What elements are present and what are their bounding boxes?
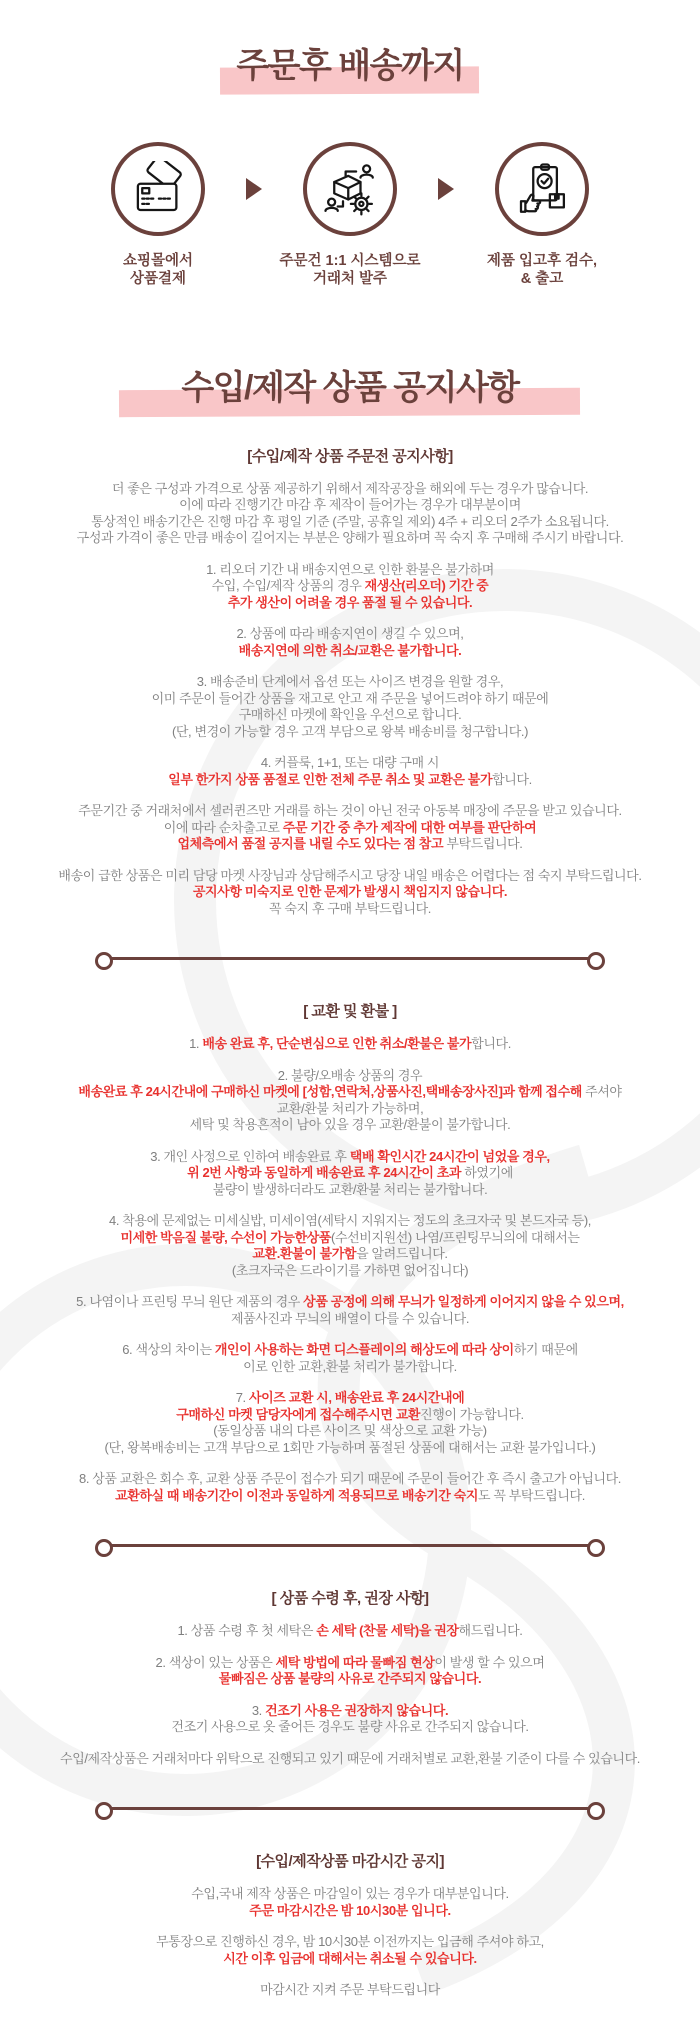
notice-line: 꼭 숙지 후 구매 부탁드립니다. (269, 900, 431, 916)
notice-line: 공지사항 미숙지로 인한 문제가 발생시 책임지지 않습니다. (192, 884, 508, 900)
step-label-line1: 쇼핑몰에서 (122, 253, 194, 270)
notice-line: 건조기 사용으로 옷 줄어든 경우도 불량 사유로 간주되지 않습니다. (171, 1719, 529, 1735)
notice-block (0, 626, 700, 659)
notice-block (0, 562, 700, 612)
notice-block (0, 1886, 700, 1919)
notice-section-pre-order-notice (0, 445, 700, 918)
notice-line: 배송이 급한 상품은 미리 담당 마켓 사장님과 상담해주시고 당장 내일 배송은 어렵다는 점 숙지 부탁드립니다. (58, 867, 642, 883)
section-divider (110, 1807, 590, 1810)
notice-line: 3. 개인 사정으로 인하여 배송완료 후 택배 확인시간 24시간이 넘었을 경우, (150, 1148, 550, 1164)
notice-line: 1. 배송 완료 후, 단순변심으로 인한 취소/환불은 불가합니다. (189, 1036, 511, 1052)
section-header: [ 상품 수령 후, 권장 사항] (271, 1590, 429, 1608)
step-circle (495, 142, 589, 236)
notice-title-highlight: 수입/제작 상품 공지사항 (171, 366, 528, 410)
notice-line: 교환하실 때 배송기간이 이전과 동일하게 적용되므로 배송기간 숙지도 꼭 부탁드립니다. (115, 1487, 585, 1503)
page-title (0, 44, 700, 88)
notice-line: (단, 변경이 가능할 경우 고객 부담으로 왕복 배송비를 청구합니다.) (171, 723, 529, 739)
credit-card-icon (130, 161, 186, 217)
notice-line: 마감시간 지켜 주문 부탁드립니다 (260, 1982, 440, 1998)
section-divider (110, 1544, 590, 1547)
section-header: [수입/제작상품 마감시간 공지] (256, 1853, 444, 1871)
notice-block (0, 1751, 700, 1768)
page-title-highlight: 주문후 배송까지 (226, 44, 473, 88)
notice-line: (동일상품 내의 다른 사이즈 및 색상으로 교환 가능) (213, 1423, 487, 1439)
notice-line: 이로 인한 교환,환불 처리가 불가합니다. (243, 1358, 457, 1374)
notice-line: 배송완료 후 24시간내에 구매하신 마켓에 [성함,연락처,상품사진,택배송장사진]과 함께 접수해 주셔야 (78, 1084, 622, 1100)
notice-line: 물빠짐은 상품 불량의 사유로 간주되지 않습니다. (218, 1671, 482, 1687)
step-label-line1: 제품 입고후 검수, (486, 253, 598, 270)
notice-line: 더 좋은 구성과 가격으로 상품 제공하기 위해서 제작공장을 해외에 두는 경우가 많습니다. (111, 480, 589, 496)
notice-line: 일부 한가지 상품 품절로 인한 전체 주문 취소 및 교환은 불가합니다. (168, 771, 532, 787)
notice-line: 배송지연에 의한 취소/교환은 불가합니다. (238, 642, 462, 658)
notice-line: 이에 따라 진행기간 마감 후 제작이 들어가는 경우가 대부분이며 (179, 497, 521, 513)
notice-line: 2. 불량/오배송 상품의 경우 (277, 1067, 423, 1083)
notice-block (0, 1623, 700, 1640)
notice-block (0, 1655, 700, 1688)
step-label (279, 252, 420, 288)
notice-title (0, 366, 700, 410)
notice-line: 교환/환불 처리가 가능하며, (276, 1100, 424, 1116)
notice-line: 6. 색상의 차이는 개인이 사용하는 화면 디스플레이의 해상도에 따라 상이하기 때문에 (122, 1342, 578, 1358)
notice-block (0, 1703, 700, 1736)
notice-line: 미세한 박음질 불량, 수선이 가능한상품(수선비지원선) 나염/프린팅무늬의에 대해서는 (120, 1229, 580, 1245)
notice-block (0, 1213, 700, 1279)
notice-line: 구매하신 마켓 담당자에게 접수해주시면 교환진행이 가능합니다. (176, 1406, 524, 1422)
notice-line: 교환.환불이 불가함을 알려드립니다. (252, 1246, 448, 1262)
section-header: [ 교환 및 환불 ] (303, 1003, 397, 1021)
step-label-line1: 주문건 1:1 시스템으로 (279, 253, 421, 270)
notice-line: 3. 배송준비 단계에서 옵션 또는 사이즈 변경을 원할 경우, (196, 674, 504, 690)
notice-line: 2. 색상이 있는 상품은 세탁 방법에 따라 물빠짐 현상이 발생 할 수 있으며 (155, 1654, 545, 1670)
section-header: [수입/제작 상품 주문전 공지사항] (247, 447, 453, 465)
notice-section-exchange-refund (0, 1000, 700, 1504)
notice-block (0, 868, 700, 918)
section-divider (110, 957, 590, 960)
notice-block (0, 1294, 700, 1327)
notice-line: 3. 건조기 사용은 권장하지 않습니다. (251, 1702, 449, 1718)
notice-section-after-receipt-recommendation (0, 1587, 700, 1767)
notice-line: 수입/제작상품은 거래처마다 위탁으로 진행되고 있기 때문에 거래처별로 교환,환불 기준이 다를 수 있습니다. (60, 1750, 640, 1766)
notice-block (0, 1982, 700, 1999)
notice-sections (0, 445, 700, 1999)
notice-line: 추가 생산이 어려울 경우 품절 될 수 있습니다. (227, 594, 473, 610)
notice-line: 수입, 수입/제작 상품의 경우 재생산(리오더) 기간 중 (211, 578, 489, 594)
notice-line: 위 2번 사항과 동일하게 배송완료 후 24시간이 초과 하였기에 (187, 1165, 513, 1181)
notice-block (0, 1068, 700, 1134)
notice-line: 주문기간 중 거래처에서 셀러퀸즈만 거래를 하는 것이 아닌 전국 아동복 매장에 주문을 받고 있습니다. (78, 803, 622, 819)
notice-line: (초크자국은 드라이기를 가하면 없어집니다) (231, 1262, 469, 1278)
order-system-icon (322, 161, 378, 217)
notice-line: 제품사진과 무늬의 배열이 다를 수 있습니다. (230, 1310, 470, 1326)
notice-line: 5. 나염이나 프린팅 무늬 원단 제품의 경우 상품 공정에 의해 무늬가 일정하게 이어지지 않을 수 있으며, (76, 1294, 624, 1310)
step-inspection-shipping (456, 142, 628, 288)
notice-line: 수입,국내 제작 상품은 마감일이 있는 경우가 대부분입니다. (191, 1886, 509, 1902)
notice-block (0, 1149, 700, 1199)
notice-line: 무통장으로 진행하신 경우, 밤 10시30분 이전까지는 입금해 주셔야 하고, (156, 1934, 544, 1950)
notice-block (0, 481, 700, 547)
arrow-right-icon (246, 178, 262, 200)
notice-line: 이미 주문이 들어간 상품을 재고로 안고 재 주문을 넣어드려야 하기 때문에 (151, 690, 549, 706)
notice-line: 2. 상품에 따라 배송지연이 생길 수 있으며, (236, 626, 464, 642)
step-label (123, 252, 193, 288)
step-vendor-order (264, 142, 436, 288)
notice-line: 시간 이후 입금에 대해서는 취소될 수 있습니다. (223, 1950, 477, 1966)
notice-line: 업체측에서 품절 공지를 내릴 수도 있다는 점 참고 부탁드립니다. (177, 836, 523, 852)
notice-block (0, 1036, 700, 1053)
notice-block (0, 755, 700, 788)
notice-block (0, 1342, 700, 1375)
notice-line: 주문 마감시간은 밤 10시30분 입니다. (249, 1902, 451, 1918)
notice-block (0, 1390, 700, 1456)
notice-line: (단, 왕복배송비는 고객 부담으로 1회만 가능하며 품절된 상품에 대해서는 교환 불가입니다.) (104, 1439, 596, 1455)
notice-line: 8. 상품 교환은 회수 후, 교환 상품 주문이 접수가 되기 때문에 주문이 들어간 후 즉시 출고가 아닙니다. (78, 1471, 622, 1487)
notice-block (0, 1934, 700, 1967)
notice-line: 구매하신 마켓에 확인을 우선으로 합니다. (238, 707, 462, 723)
notice-line: 세탁 및 착용흔적이 남아 있을 경우 교환/환불이 불가합니다. (189, 1117, 511, 1133)
step-circle (303, 142, 397, 236)
step-label-line2: & 출고 (520, 271, 564, 288)
notice-block (0, 803, 700, 853)
step-label (487, 252, 597, 288)
notice-block (0, 1471, 700, 1504)
notice-line: 1. 상품 수령 후 첫 세탁은 손 세탁 (찬물 세탁)을 권장해드립니다. (177, 1623, 523, 1639)
notice-line: 구성과 가격이 좋은 만큼 배송이 길어지는 부분은 양해가 필요하며 꼭 숙지 후 구매해 주시기 바랍니다. (76, 530, 624, 546)
notice-block (0, 674, 700, 740)
notice-line: 불량이 발생하더라도 교환/환불 처리는 불가합니다. (212, 1181, 488, 1197)
notice-line: 이에 따라 순차출고로 주문 기간 중 추가 제작에 대한 여부를 판단하여 (163, 819, 537, 835)
notice-section-deadline-notice (0, 1850, 700, 1999)
notice-line: 1. 리오더 기간 내 배송지연으로 인한 환불은 불가하며 (206, 561, 494, 577)
inspection-shipping-icon (514, 161, 570, 217)
step-payment (72, 142, 244, 288)
step-label-line2: 거래처 발주 (312, 271, 388, 288)
notice-line: 4. 커플룩, 1+1, 또는 대량 구매 시 (260, 755, 440, 771)
notice-line: 7. 사이즈 교환 시, 배송완료 후 24시간내에 (235, 1390, 465, 1406)
notice-line: 통상적인 배송기간은 진행 마감 후 평일 기준 (주말, 공휴일 제외) 4주 + 리오더 2주가 소요됩니다. (91, 513, 609, 529)
order-process-steps (0, 142, 700, 288)
arrow-right-icon (438, 178, 454, 200)
step-circle (111, 142, 205, 236)
notice-line: 4. 착용에 문제없는 미세실밥, 미세이염(세탁시 지워지는 정도의 초크자국 및 본드자국 등), (109, 1213, 591, 1229)
step-label-line2: 상품결제 (129, 271, 186, 288)
